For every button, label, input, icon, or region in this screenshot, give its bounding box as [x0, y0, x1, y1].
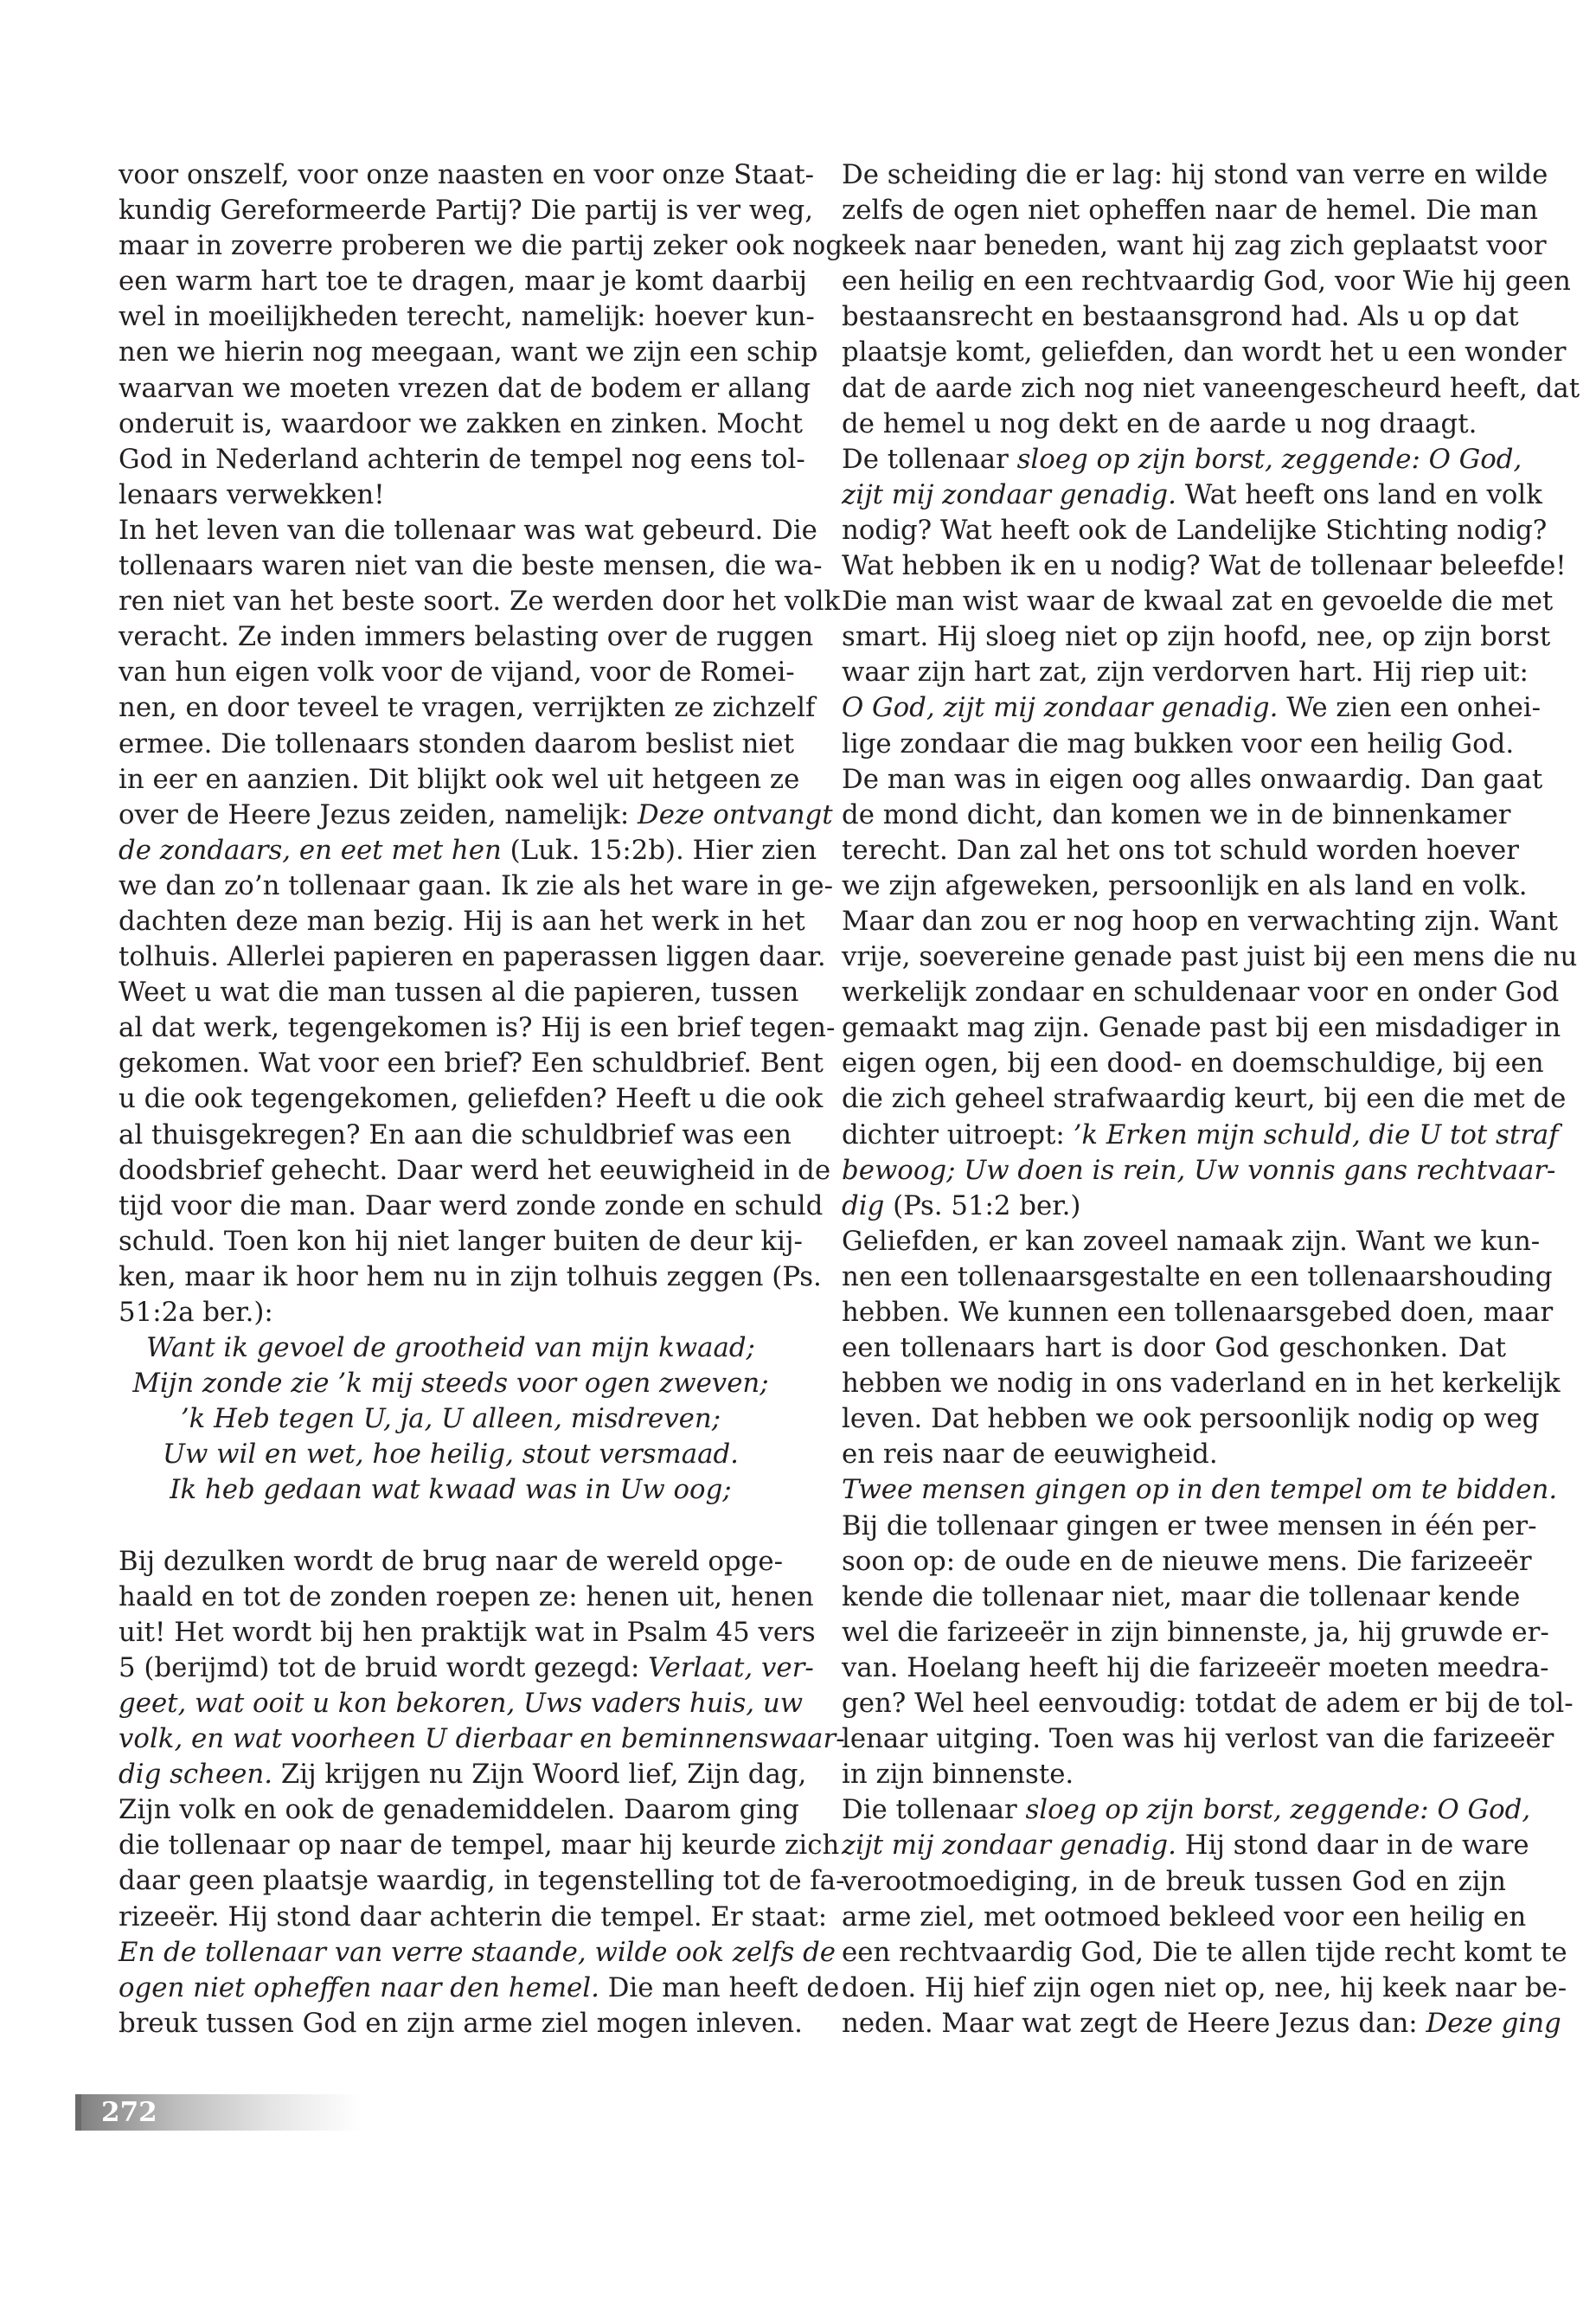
text-line: dachten deze man bezig. Hij is aan het werk in het — [119, 905, 805, 937]
page-number-accent — [75, 2094, 81, 2131]
text-line: nen een tollenaarsgestalte en een tollenaarshouding — [842, 1260, 1553, 1292]
text-line: ren niet van het beste soort. Ze werden door het volk — [119, 586, 841, 618]
text-line: soon op: de oude en de nieuwe mens. Die farizeeër — [842, 1545, 1532, 1577]
text-line: wel in moeilijkheden terecht, namelijk: hoever kun- — [119, 301, 815, 333]
text-line: nen we hierin nog meegaan, want we zijn een schip — [119, 336, 818, 369]
scripture-quote: Deze ontvangt — [638, 798, 833, 830]
text-line: ken, maar ik hoor hem nu in zijn tolhuis zeggen (Ps. — [119, 1260, 822, 1292]
text-line: al dat werk, tegengekomen is? Hij is een brief tegen- — [119, 1012, 836, 1044]
text-line: maar in zoverre proberen we die partij zeker ook nog — [119, 230, 843, 262]
text-line — [119, 1650, 814, 1686]
text-line: u die ook tegengekomen, geliefden? Heeft u die ook — [119, 1083, 824, 1115]
text-line: Bij die tollenaar gingen er twee mensen in één per- — [842, 1509, 1537, 1541]
text-line: De man was in eigen oog alles onwaardig. Dan gaat — [842, 763, 1543, 795]
text-line: tolhuis. Allerlei papieren en paperassen liggen daar. — [119, 941, 826, 973]
text-line: veracht. Ze inden immers belasting over de ruggen — [119, 621, 814, 653]
text-line: plaatsje komt, geliefden, dan wordt het u een wonder — [842, 336, 1567, 369]
scripture-quote: zijt mij zondaar genadig. — [842, 478, 1176, 510]
scripture-quote: Twee mensen gingen op in den tempel om te bidden. — [842, 1474, 1558, 1506]
text-line — [842, 1792, 1531, 1828]
text-line: Geliefden, er kan zoveel namaak zijn. Want we kun- — [842, 1225, 1541, 1257]
text-line: werkelijk zondaar en schuldenaar voor en onder God — [842, 977, 1560, 1009]
text-line — [119, 1721, 845, 1757]
text-run: De tollenaar — [842, 443, 1017, 475]
text-run: dichter uitroept: — [842, 1118, 1074, 1150]
verse-line: ’k Heb tegen U, ja, U alleen, misdreven; — [180, 1403, 721, 1435]
text-line: leven. Dat hebben we ook persoonlijk nodig op weg — [842, 1403, 1540, 1435]
scripture-quote: dig — [842, 1189, 885, 1221]
scripture-quote: dig scheen. — [119, 1759, 273, 1791]
text-run: over de Heere Jezus zeiden, namelijk: — [119, 798, 638, 830]
text-line: doen. Hij hief zijn ogen niet op, nee, hij keek naar be- — [842, 1971, 1567, 2003]
text-line: nen, en door teveel te vragen, verrijkten ze zichzelf — [119, 692, 816, 724]
text-line: rizeeër. Hij stond daar achterin die tempel. Er staat: — [119, 1900, 828, 1932]
text-run: We zien een onhei- — [1278, 692, 1542, 724]
verse-line: Mijn zonde zie ’k mij steeds voor ogen zweven; — [132, 1368, 769, 1400]
text-line: tijd voor die man. Daar werd zonde zonde en schuld — [119, 1189, 824, 1221]
scripture-quote: En de tollenaar van verre staande, wilde ook zelfs de — [119, 1936, 836, 1968]
text-line: waarvan we moeten vrezen dat de bodem er allang — [119, 372, 811, 404]
text-line: nodig? Wat heeft ook de Landelijke Stichting nodig? — [842, 514, 1548, 546]
scripture-quote: geet, wat ooit u kon bekoren, Uws vaders huis, uw — [119, 1687, 804, 1719]
text-line: terecht. Dan zal het ons tot schuld worden hoever — [842, 834, 1519, 866]
text-line — [119, 798, 833, 833]
verse-line: Uw wil en wet, hoe heilig, stout versmaad. — [163, 1439, 739, 1471]
text-run: Hij stond daar in de ware — [1176, 1830, 1529, 1862]
text-line: bestaansrecht en bestaansgrond had. Als u op dat — [842, 301, 1519, 333]
scripture-quote: O God, zijt mij zondaar genadig. — [842, 692, 1279, 724]
text-line: De scheiding die er lag: hij stond van verre en wilde — [842, 159, 1548, 190]
text-line: die zich geheel strafwaardig keurt, bij een die met de — [842, 1083, 1567, 1115]
text-line: gen? Wel heel eenvoudig: totdat de adem er bij de tol- — [842, 1688, 1574, 1720]
scripture-quote: Deze ging — [1426, 2007, 1561, 2039]
text-line: ermee. Die tollenaars stonden daarom beslist niet — [119, 727, 794, 760]
scripture-quote: ogen niet opheffen naar den hemel. — [119, 1971, 599, 2003]
text-run: (Ps. 51:2 ber.) — [884, 1189, 1081, 1221]
text-line: een heilig en een rechtvaardig God, voor Wie hij geen — [842, 266, 1571, 298]
text-line: en reis naar de eeuwigheid. — [842, 1439, 1218, 1471]
text-line: eigen ogen, bij een dood- en doemschuldige, bij een — [842, 1048, 1544, 1080]
text-line: waar zijn hart zat, zijn verdorven hart. Hij riep uit: — [842, 657, 1529, 689]
text-run: neden. Maar wat zegt de Heere Jezus dan: — [842, 2007, 1426, 2039]
text-line — [119, 1686, 804, 1721]
text-line: smart. Hij sloeg niet op zijn hoofd, nee, op zijn borst — [842, 621, 1551, 653]
text-line: Wat hebben ik en u nodig? Wat de tollenaar beleefde! — [842, 550, 1567, 582]
text-line: wel die farizeeër in zijn binnenste, ja, hij gruwde er- — [842, 1616, 1549, 1648]
text-line: Die man wist waar de kwaal zat en gevoelde die met — [842, 586, 1554, 618]
scripture-quote: bewoog; Uw doen is rein, Uw vonnis gans rechtvaar- — [842, 1154, 1556, 1186]
text-line — [842, 2006, 1561, 2041]
text-line: kende die tollenaar niet, maar die tollenaar kende — [842, 1580, 1521, 1612]
text-line: een tollenaars hart is door God geschonken. Dat — [842, 1332, 1506, 1364]
text-line: haald en tot de zonden roepen ze: henen uit, henen — [119, 1580, 814, 1612]
text-line: de mond dicht, dan komen we in de binnenkamer — [842, 798, 1511, 830]
text-line: In het leven van die tollenaar was wat gebeurd. Die — [119, 514, 817, 546]
text-line: in zijn binnenste. — [842, 1759, 1074, 1791]
text-line — [842, 442, 1522, 478]
scripture-quote: zijt mij zondaar genadig. — [842, 1830, 1176, 1862]
text-line: zelfs de ogen niet opheffen naar de hemel. Die man — [842, 195, 1538, 227]
scripture-quote: Verlaat, ver- — [648, 1651, 814, 1683]
text-line: Weet u wat die man tussen al die papieren, tussen — [119, 977, 799, 1009]
scripture-quote: volk, en wat voorheen U dierbaar en beminnenswaar- — [119, 1723, 845, 1755]
text-line: een rechtvaardig God, Die te allen tijde recht komt te — [842, 1936, 1567, 1968]
text-run: (Luk. 15:2b). Hier zien — [501, 834, 817, 866]
verse-line: Ik heb gedaan wat kwaad was in Uw oog; — [170, 1474, 732, 1506]
text-line: onderuit is, waardoor we zakken en zinken. Mocht — [119, 407, 803, 439]
text-line — [842, 1118, 1559, 1153]
left-paragraph-1 — [119, 157, 843, 513]
text-line: schuld. Toen kon hij niet langer buiten de deur kij- — [119, 1225, 803, 1257]
text-line: hebben we nodig in ons vaderland en in het kerkelijk — [842, 1368, 1561, 1400]
text-run: Die man heeft de — [599, 1971, 840, 2003]
text-line — [842, 690, 1542, 726]
text-line: al thuisgekregen? En aan die schuldbrief was een — [119, 1118, 792, 1150]
text-line: lige zondaar die mag bukken voor een heilig God. — [842, 727, 1515, 760]
text-line: daar geen plaatsje waardig, in tegenstelling tot de fa- — [119, 1865, 845, 1897]
right-paragraph-5 — [842, 1792, 1567, 2041]
text-line: we zijn afgeweken, persoonlijk en als land en volk. — [842, 869, 1528, 901]
left-paragraph-3 — [119, 1544, 845, 2041]
left-column — [119, 157, 845, 2041]
text-line — [842, 1189, 1506, 1224]
text-line — [119, 833, 817, 868]
text-line: lenaars verwekken! — [119, 478, 385, 510]
text-line — [842, 1153, 1556, 1189]
text-run: Zij krijgen nu Zijn Woord lief, Zijn dag, — [272, 1759, 807, 1791]
text-line: de hemel u nog dekt en de aarde u nog draagt. — [842, 407, 1477, 439]
text-line: arme ziel, met ootmoed bekleed voor een heilig en — [842, 1900, 1527, 1932]
text-line: vrije, soevereine genade past juist bij een mens die nu — [842, 941, 1578, 973]
scripture-quote: sloeg op zijn borst, zeggende: O God, — [1025, 1794, 1531, 1826]
text-line: Zijn volk en ook de genademiddelen. Daarom ging — [119, 1794, 799, 1826]
text-run: Wat heeft ons land en volk — [1176, 478, 1542, 510]
text-line: gemaakt mag zijn. Genade past bij een misdadiger in — [842, 1012, 1561, 1044]
text-line: dat de aarde zich nog niet vaneengescheurd heeft, dat — [842, 372, 1580, 404]
text-line: in eer en aanzien. Dit blijkt ook wel uit hetgeen ze — [119, 763, 800, 795]
right-column — [842, 157, 1580, 2041]
text-line: keek naar beneden, want hij zag zich geplaatst voor — [842, 230, 1547, 262]
right-paragraph-4 — [842, 1472, 1574, 1792]
text-line: die tollenaar op naar de tempel, maar hij keurde zich — [119, 1830, 840, 1862]
text-run: Die tollenaar — [842, 1794, 1026, 1826]
text-line: doodsbrief gehecht. Daar werd het eeuwigheid in de — [119, 1154, 831, 1186]
text-line: Maar dan zou er nog hoop en verwachting zijn. Want — [842, 905, 1559, 937]
scripture-quote: de zondaars, en eet met hen — [119, 834, 502, 866]
text-line: van. Hoelang heeft hij die farizeeër moeten meedra- — [842, 1651, 1549, 1683]
right-paragraph-1 — [842, 157, 1580, 442]
text-line — [842, 1472, 1558, 1508]
text-line: hebben. We kunnen een tollenaarsgebed doen, maar — [842, 1297, 1554, 1328]
text-run: 5 (berijmd) tot de bruid wordt gezegd: — [119, 1651, 649, 1683]
text-line: breuk tussen God en zijn arme ziel mogen inleven. — [119, 2007, 803, 2039]
text-line — [119, 1935, 836, 1971]
verse-line: Want ik gevoel de grootheid van mijn kwaad; — [146, 1332, 755, 1364]
text-line: 51:2a ber.): — [119, 1297, 273, 1328]
text-line — [119, 1757, 807, 1792]
text-line: een warm hart toe te dragen, maar je komt daarbij — [119, 266, 807, 298]
left-paragraph-2 — [119, 513, 841, 1330]
right-paragraph-2 — [842, 442, 1578, 1224]
scripture-quote: sloeg op zijn borst, zeggende: O God, — [1016, 443, 1522, 475]
text-line — [119, 1971, 840, 2006]
text-line: we dan zo’n tollenaar gaan. Ik zie als het ware in ge- — [119, 869, 834, 901]
text-line: kundig Gereformeerde Partij? Die partij is ver weg, — [119, 195, 814, 227]
text-line: lenaar uitging. Toen was hij verlost van die farizeeër — [842, 1723, 1554, 1755]
text-line: tollenaars waren niet van die beste mensen, die wa- — [119, 550, 823, 582]
text-line — [842, 478, 1542, 513]
page-number: 272 — [101, 2097, 157, 2128]
text-line: gekomen. Wat voor een brief? Een schuldbrief. Bent — [119, 1048, 824, 1080]
text-line: van hun eigen volk voor de vijand, voor de Romei- — [119, 657, 795, 689]
text-line: verootmoediging, in de breuk tussen God en zijn — [842, 1865, 1506, 1897]
right-paragraph-3 — [842, 1224, 1561, 1473]
scripture-quote: ’k Erken mijn schuld, die U tot straf — [1073, 1118, 1559, 1150]
text-line: Bij dezulken wordt de brug naar de wereld opge- — [119, 1545, 783, 1577]
psalm-verse — [119, 1330, 783, 1508]
text-line: God in Nederland achterin de tempel nog eens tol- — [119, 443, 805, 475]
text-line: voor onszelf, voor onze naasten en voor onze Staat- — [119, 159, 814, 190]
text-line: uit! Het wordt bij hen praktijk wat in Psalm 45 vers — [119, 1616, 816, 1648]
text-line — [842, 1828, 1529, 1863]
